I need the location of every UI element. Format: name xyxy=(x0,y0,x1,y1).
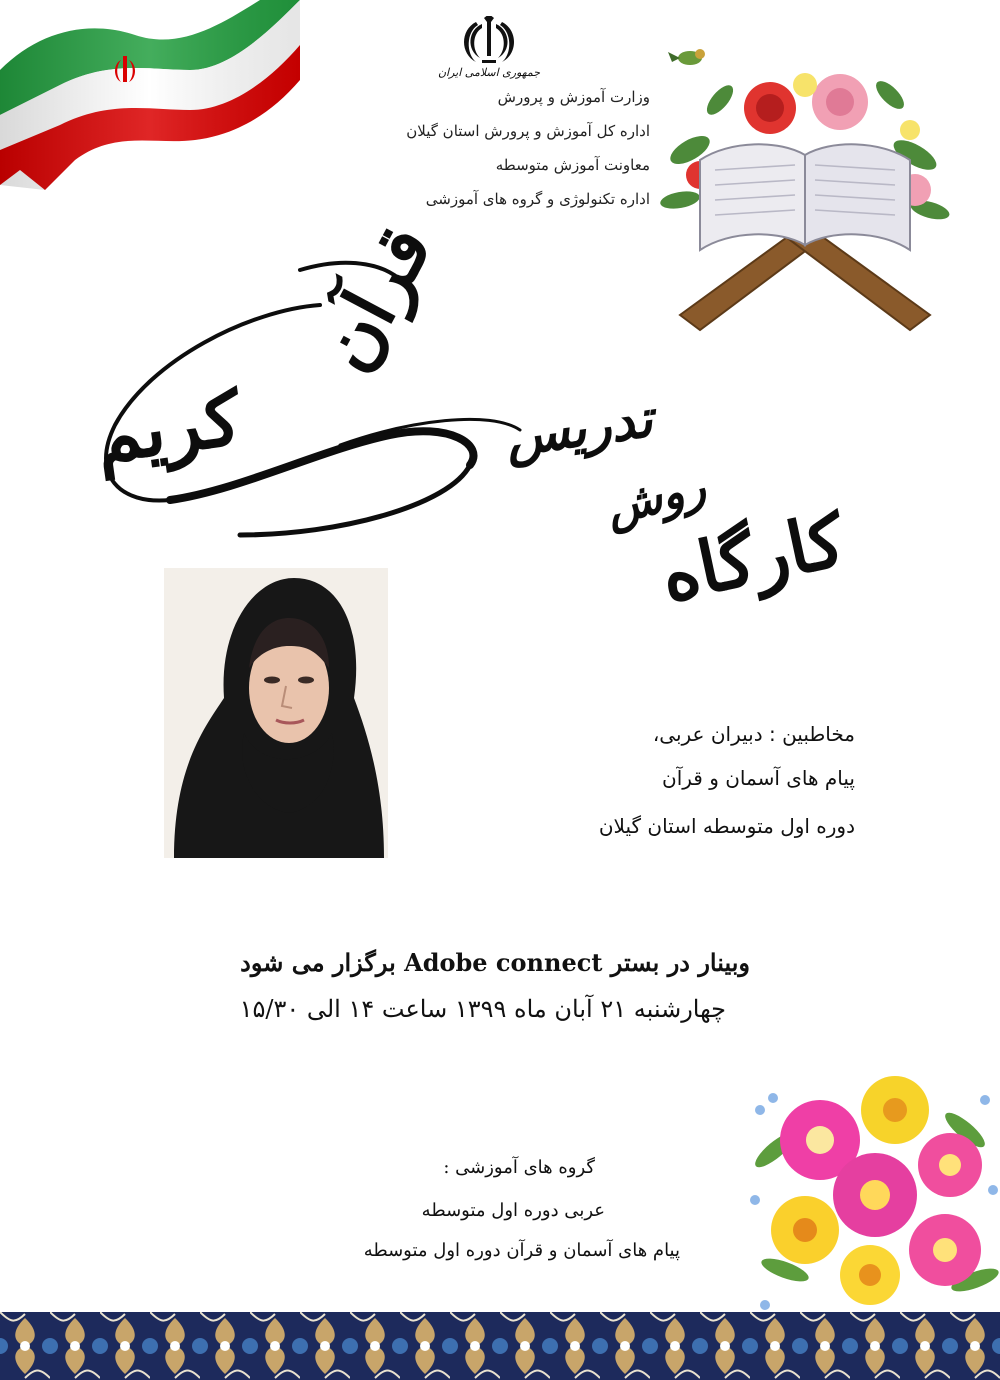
title-word-ravesh: روش xyxy=(599,458,711,536)
audience-line-3: دوره اول متوسطه استان گیلان xyxy=(598,814,855,838)
audience-line-2: پیام های آسمان و قرآن xyxy=(662,766,855,790)
org-line-technology-office: اداره تکنولوژی و گروه های آموزشی xyxy=(425,190,650,208)
org-line-ministry: وزارت آموزش و پرورش xyxy=(497,88,650,106)
title-word-quran: قرآن xyxy=(302,211,449,385)
decorative-tile-border xyxy=(0,1312,1000,1380)
presenter-photo xyxy=(164,568,388,858)
iran-flag-icon xyxy=(0,0,300,195)
title-word-tadris: تدریس xyxy=(501,388,657,469)
flower-bouquet-icon xyxy=(745,1070,1000,1320)
audience-line-1: مخاطبین : دبیران عربی، xyxy=(652,722,855,746)
title-word-karim: کریم xyxy=(89,375,247,481)
title-word-kargah: کارگاه xyxy=(653,496,852,619)
emblem-caption: جمهوری اسلامی ایران xyxy=(437,66,541,79)
group-quran-studies: پیام های آسمان و قرآن دوره اول متوسطه xyxy=(363,1240,680,1261)
groups-heading: گروه های آموزشی : xyxy=(443,1157,595,1178)
group-arabic: عربی دوره اول متوسطه xyxy=(421,1200,605,1221)
presenter-portrait xyxy=(164,568,388,858)
webinar-platform-line: وبینار در بستر Adobe connect برگزار می شود xyxy=(240,948,750,977)
webinar-date-line: چهارشنبه ۲۱ آبان ماه ۱۳۹۹ ساعت ۱۴ الی ۱۵/۳۰ xyxy=(239,995,726,1023)
org-line-provincial-office: اداره کل آموزش و پرورش استان گیلان xyxy=(406,122,650,140)
iran-emblem-icon xyxy=(458,16,520,66)
org-line-deputy: معاونت آموزش متوسطه xyxy=(495,156,650,174)
